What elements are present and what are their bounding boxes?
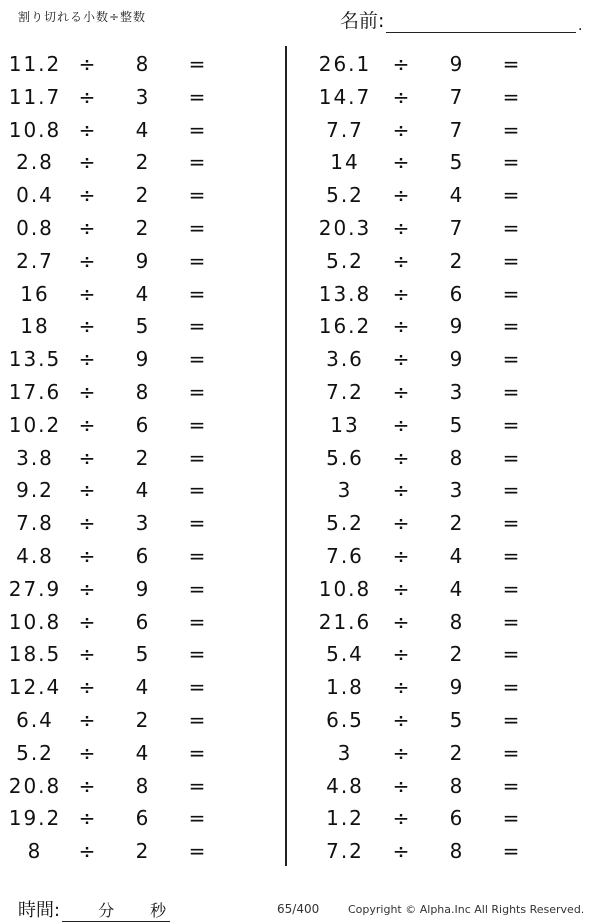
divide-sign: ÷: [78, 314, 98, 339]
problem-row: [0, 606, 600, 639]
divisor: 2: [135, 183, 151, 208]
dividend: 14: [330, 150, 360, 175]
equals-sign: =: [188, 708, 208, 732]
divide-sign: ÷: [78, 609, 98, 634]
problem-row: [0, 409, 600, 442]
equals-sign: =: [188, 281, 208, 306]
equals-sign: =: [502, 183, 522, 208]
divide-sign: ÷: [78, 117, 98, 142]
equals-sign: =: [188, 412, 208, 437]
divide-sign: ÷: [392, 839, 412, 864]
divisor: 8: [135, 380, 151, 404]
divisor: 8: [135, 773, 151, 798]
divide-sign: ÷: [392, 347, 412, 372]
dividend: 7.2: [326, 380, 364, 404]
problem-row: [0, 376, 600, 409]
divide-sign: ÷: [78, 248, 98, 273]
equals-sign: =: [188, 642, 208, 667]
divisor: 9: [135, 248, 151, 273]
divide-sign: ÷: [78, 478, 98, 503]
dividend: 5.2: [16, 740, 54, 765]
equals-sign: =: [502, 84, 522, 109]
equals-sign: =: [502, 314, 522, 339]
equals-sign: =: [188, 52, 208, 76]
divisor: 2: [135, 150, 151, 175]
divide-sign: ÷: [392, 544, 412, 568]
divisor: 7: [449, 84, 465, 109]
divide-sign: ÷: [392, 773, 412, 798]
divisor: 5: [449, 708, 465, 732]
dividend: 7.2: [326, 839, 364, 864]
divisor: 4: [449, 576, 465, 601]
divide-sign: ÷: [78, 445, 98, 470]
divide-sign: ÷: [78, 675, 98, 700]
divide-sign: ÷: [392, 576, 412, 601]
divide-sign: ÷: [392, 609, 412, 634]
problem-row: [0, 671, 600, 704]
divisor: 4: [135, 117, 151, 142]
divisor: 6: [135, 544, 151, 568]
dividend: 1.2: [326, 806, 364, 831]
divisor: 6: [135, 609, 151, 634]
divisor: 4: [135, 281, 151, 306]
equals-sign: =: [502, 281, 522, 306]
divisor: 2: [135, 445, 151, 470]
divisor: 2: [449, 740, 465, 765]
equals-sign: =: [502, 412, 522, 437]
equals-sign: =: [188, 380, 208, 404]
divisor: 4: [135, 740, 151, 765]
divide-sign: ÷: [78, 281, 98, 306]
equals-sign: =: [188, 314, 208, 339]
name-dot: .: [577, 18, 583, 34]
problem-row: [0, 704, 600, 737]
divisor: 8: [135, 52, 151, 76]
equals-sign: =: [502, 478, 522, 503]
dividend: 1.8: [326, 675, 364, 700]
divisor: 2: [135, 708, 151, 732]
divisor: 3: [449, 380, 465, 404]
divisor: 9: [449, 52, 465, 76]
divisor: 9: [135, 347, 151, 372]
dividend: 16.2: [318, 314, 372, 339]
divide-sign: ÷: [392, 248, 412, 273]
divisor: 7: [449, 216, 465, 240]
dividend: 10.2: [8, 412, 62, 437]
divisor: 4: [449, 183, 465, 208]
equals-sign: =: [502, 52, 522, 76]
divisor: 9: [449, 347, 465, 372]
divisor: 9: [135, 576, 151, 601]
equals-sign: =: [502, 576, 522, 601]
problem-row: [0, 802, 600, 835]
problem-row: [0, 835, 600, 868]
dividend: 11.7: [8, 84, 62, 109]
problem-row: [0, 278, 600, 311]
divide-sign: ÷: [78, 412, 98, 437]
dividend: 4.8: [16, 544, 54, 568]
dividend: 3.8: [16, 445, 54, 470]
divide-sign: ÷: [78, 576, 98, 601]
divisor: 2: [449, 511, 465, 536]
divisor: 8: [449, 773, 465, 798]
dividend: 21.6: [318, 609, 372, 634]
second-label: 秒: [150, 901, 167, 920]
problem-row: [0, 770, 600, 803]
equals-sign: =: [502, 347, 522, 372]
dividend: 19.2: [8, 806, 62, 831]
minute-label: 分: [98, 901, 115, 920]
equals-sign: =: [188, 839, 208, 864]
equals-sign: =: [188, 347, 208, 372]
equals-sign: =: [188, 150, 208, 175]
equals-sign: =: [502, 806, 522, 831]
divisor: 4: [135, 478, 151, 503]
dividend: 5.4: [326, 642, 364, 667]
problem-row: [0, 146, 600, 179]
dividend: 7.6: [326, 544, 364, 568]
equals-sign: =: [502, 216, 522, 240]
divide-sign: ÷: [78, 84, 98, 109]
divide-sign: ÷: [392, 740, 412, 765]
divisor: 2: [135, 839, 151, 864]
time-field: [18, 896, 170, 922]
name-field: [340, 6, 583, 34]
dividend: 3: [337, 478, 353, 503]
equals-sign: =: [188, 445, 208, 470]
divide-sign: ÷: [78, 150, 98, 175]
divide-sign: ÷: [392, 314, 412, 339]
dividend: 10.8: [8, 117, 62, 142]
equals-sign: =: [188, 216, 208, 240]
dividend: 17.6: [8, 380, 62, 404]
divide-sign: ÷: [392, 806, 412, 831]
divide-sign: ÷: [392, 445, 412, 470]
divisor: 9: [449, 314, 465, 339]
dividend: 5.2: [326, 248, 364, 273]
divide-sign: ÷: [78, 708, 98, 732]
worksheet-title: 割り切れる小数÷整数: [18, 10, 147, 24]
dividend: 20.8: [8, 773, 62, 798]
divide-sign: ÷: [392, 642, 412, 667]
divisor: 6: [449, 806, 465, 831]
name-blank[interactable]: [386, 12, 583, 34]
dividend: 16: [20, 281, 50, 306]
problem-row: [0, 179, 600, 212]
dividend: 9.2: [16, 478, 54, 503]
divide-sign: ÷: [392, 675, 412, 700]
divide-sign: ÷: [392, 117, 412, 142]
problem-row: [0, 48, 600, 81]
divisor: 3: [135, 511, 151, 536]
dividend: 18: [20, 314, 50, 339]
equals-sign: =: [502, 609, 522, 634]
problem-row: [0, 114, 600, 147]
name-label: 名前:: [340, 10, 385, 32]
divisor: 5: [449, 150, 465, 175]
equals-sign: =: [188, 183, 208, 208]
divisor: 2: [135, 216, 151, 240]
divisor: 2: [449, 248, 465, 273]
divide-sign: ÷: [78, 642, 98, 667]
equals-sign: =: [502, 675, 522, 700]
divide-sign: ÷: [78, 183, 98, 208]
equals-sign: =: [502, 117, 522, 142]
equals-sign: =: [502, 708, 522, 732]
equals-sign: =: [188, 806, 208, 831]
dividend: 2.8: [16, 150, 54, 175]
problem-row: [0, 343, 600, 376]
time-blank[interactable]: [62, 901, 170, 922]
problem-row: [0, 245, 600, 278]
divide-sign: ÷: [392, 281, 412, 306]
divide-sign: ÷: [78, 806, 98, 831]
divisor: 5: [135, 314, 151, 339]
divisor: 7: [449, 117, 465, 142]
dividend: 26.1: [318, 52, 372, 76]
dividend: 6.4: [16, 708, 54, 732]
equals-sign: =: [502, 839, 522, 864]
divide-sign: ÷: [392, 511, 412, 536]
divide-sign: ÷: [78, 773, 98, 798]
divide-sign: ÷: [392, 183, 412, 208]
divide-sign: ÷: [392, 708, 412, 732]
equals-sign: =: [502, 740, 522, 765]
dividend: 11.2: [8, 52, 62, 76]
divide-sign: ÷: [392, 150, 412, 175]
dividend: 10.8: [8, 609, 62, 634]
divisor: 5: [135, 642, 151, 667]
equals-sign: =: [188, 478, 208, 503]
divide-sign: ÷: [78, 544, 98, 568]
problem-row: [0, 442, 600, 475]
divide-sign: ÷: [78, 839, 98, 864]
dividend: 14.7: [318, 84, 372, 109]
dividend: 13.8: [318, 281, 372, 306]
equals-sign: =: [188, 117, 208, 142]
divide-sign: ÷: [392, 52, 412, 76]
problem-row: [0, 573, 600, 606]
problem-row: [0, 81, 600, 114]
problem-row: [0, 310, 600, 343]
dividend: 5.2: [326, 511, 364, 536]
divide-sign: ÷: [78, 216, 98, 240]
divide-sign: ÷: [78, 380, 98, 404]
equals-sign: =: [188, 609, 208, 634]
divisor: 6: [135, 806, 151, 831]
divide-sign: ÷: [78, 347, 98, 372]
equals-sign: =: [502, 544, 522, 568]
divide-sign: ÷: [78, 740, 98, 765]
dividend: 12.4: [8, 675, 62, 700]
problem-row: [0, 737, 600, 770]
equals-sign: =: [502, 248, 522, 273]
equals-sign: =: [502, 380, 522, 404]
divide-sign: ÷: [392, 412, 412, 437]
equals-sign: =: [502, 642, 522, 667]
dividend: 0.4: [16, 183, 54, 208]
copyright: Copyright © Alpha.Inc All Rights Reserved.: [348, 903, 585, 916]
equals-sign: =: [188, 544, 208, 568]
divisor: 9: [449, 675, 465, 700]
page-number: 65/400: [277, 902, 320, 916]
divide-sign: ÷: [78, 511, 98, 536]
divisor: 4: [135, 675, 151, 700]
dividend: 3: [337, 740, 353, 765]
equals-sign: =: [502, 511, 522, 536]
equals-sign: =: [502, 773, 522, 798]
problem-row: [0, 474, 600, 507]
divisor: 3: [449, 478, 465, 503]
divisor: 5: [449, 412, 465, 437]
divisor: 6: [135, 412, 151, 437]
dividend: 4.8: [326, 773, 364, 798]
dividend: 20.3: [318, 216, 372, 240]
equals-sign: =: [188, 576, 208, 601]
time-label: 時間:: [18, 900, 61, 921]
dividend: 8: [27, 839, 43, 864]
equals-sign: =: [188, 511, 208, 536]
equals-sign: =: [502, 150, 522, 175]
divide-sign: ÷: [392, 380, 412, 404]
equals-sign: =: [502, 445, 522, 470]
problem-row: [0, 212, 600, 245]
dividend: 7.8: [16, 511, 54, 536]
divisor: 8: [449, 609, 465, 634]
divisor: 3: [135, 84, 151, 109]
problem-row: [0, 540, 600, 573]
divisor: 2: [449, 642, 465, 667]
dividend: 27.9: [8, 576, 62, 601]
dividend: 0.8: [16, 216, 54, 240]
equals-sign: =: [188, 248, 208, 273]
dividend: 2.7: [16, 248, 54, 273]
equals-sign: =: [188, 773, 208, 798]
dividend: 13: [330, 412, 360, 437]
dividend: 18.5: [8, 642, 62, 667]
divisor: 4: [449, 544, 465, 568]
dividend: 7.7: [326, 117, 364, 142]
divisor: 8: [449, 839, 465, 864]
equals-sign: =: [188, 740, 208, 765]
dividend: 13.5: [8, 347, 62, 372]
dividend: 6.5: [326, 708, 364, 732]
divisor: 6: [449, 281, 465, 306]
divide-sign: ÷: [78, 52, 98, 76]
dividend: 5.2: [326, 183, 364, 208]
divide-sign: ÷: [392, 216, 412, 240]
equals-sign: =: [188, 675, 208, 700]
dividend: 3.6: [326, 347, 364, 372]
divide-sign: ÷: [392, 84, 412, 109]
equals-sign: =: [188, 84, 208, 109]
dividend: 10.8: [318, 576, 372, 601]
dividend: 5.6: [326, 445, 364, 470]
divide-sign: ÷: [392, 478, 412, 503]
problem-row: [0, 507, 600, 540]
problem-row: [0, 638, 600, 671]
divisor: 8: [449, 445, 465, 470]
